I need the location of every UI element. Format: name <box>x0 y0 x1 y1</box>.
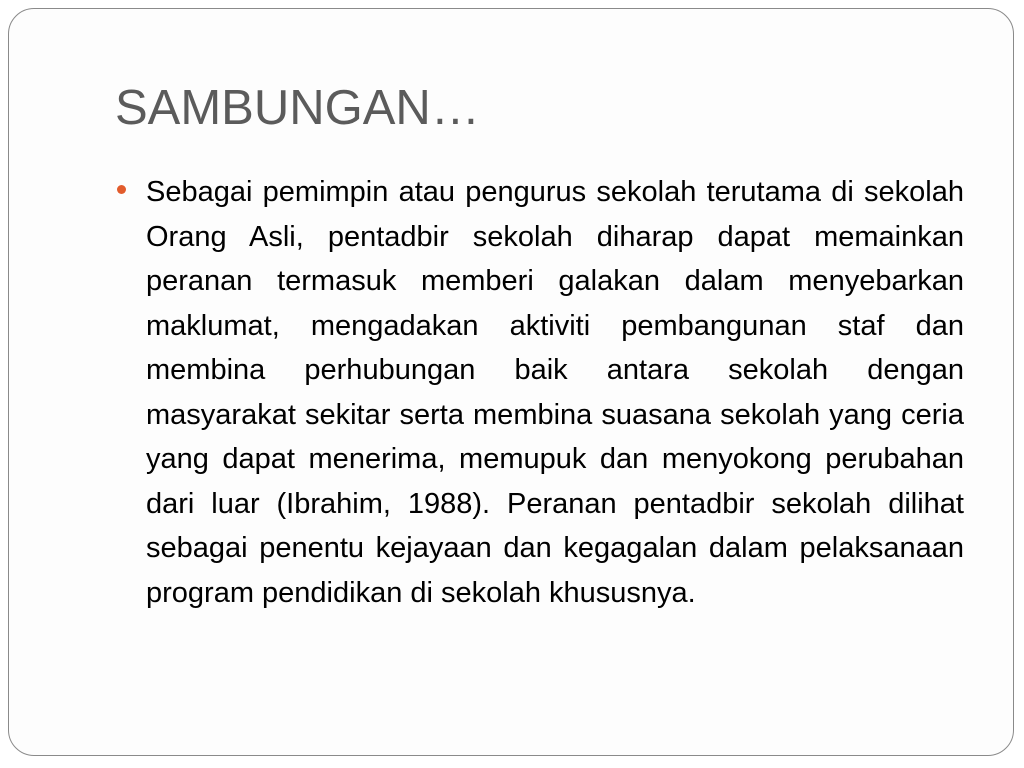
bullet-dot-icon <box>117 185 126 194</box>
bullet-item <box>116 170 964 615</box>
bullet-text: Sebagai pemimpin atau pengurus sekolah terutama di sekolah Orang Asli, pentadbir sekolah diharap dapat memainkan peranan termasuk memberi galakan dalam menyebarkan maklumat, mengadakan aktiviti pembangunan staf dan membina perhubungan baik antara sekolah dengan masyarakat sekitar serta membina suasana sekolah yang ceria yang dapat menerima, memupuk dan menyokong perubahan dari luar (Ibrahim, 1988). Peranan pentadbir sekolah dilihat sebagai penentu kejayaan dan kegagalan dalam pelaksanaan program pendidikan di sekolah khususnya. <box>146 176 964 609</box>
slide-title: SAMBUNGAN… <box>115 81 480 135</box>
bullet-list <box>116 170 964 615</box>
